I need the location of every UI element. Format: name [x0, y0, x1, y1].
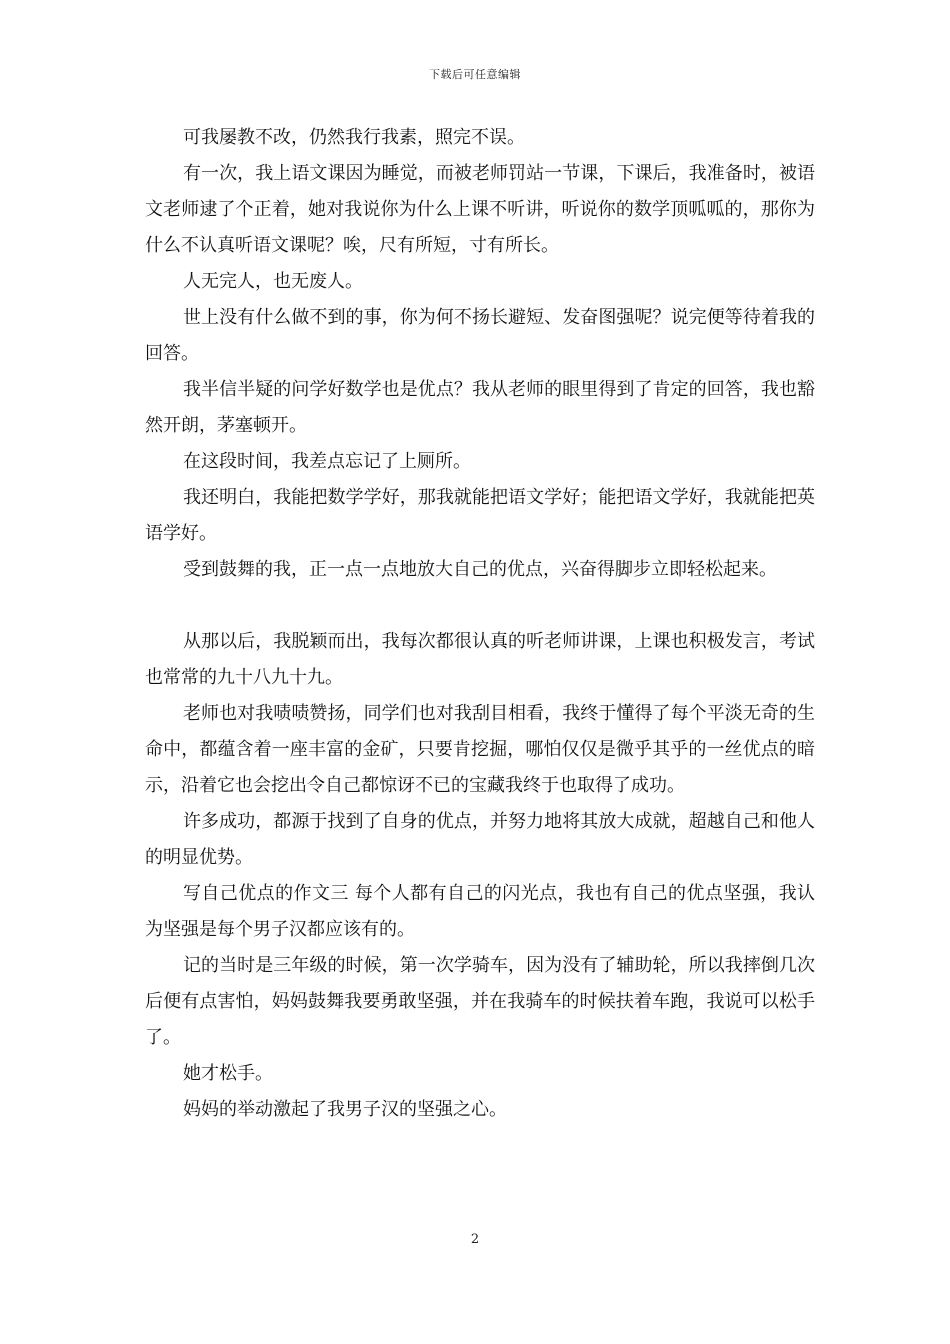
paragraph-8: 受到鼓舞的我，正一点一点地放大自己的优点，兴奋得脚步立即轻松起来。	[183, 559, 777, 580]
page-number: 2	[470, 1232, 480, 1247]
paragraph-6: 在这段时间，我差点忘记了上厕所。	[183, 451, 471, 472]
paragraph-4: 世上没有什么做不到的事，你为何不扬长避短、发奋图强呢？说完便等待着我的回答。	[145, 307, 815, 364]
paragraph-12: 写自己优点的作文三 每个人都有自己的闪光点，我也有自己的优点坚强，我认为坚强是每个男子汉都应该有的。	[145, 883, 815, 940]
paragraph-13: 记的当时是三年级的时候，第一次学骑车，因为没有了辅助轮，所以我摔倒几次后便有点害怕，妈妈鼓舞我要勇敢坚强，并在我骑车的时候扶着车跑，我说可以松手了。	[145, 955, 815, 1048]
paragraph-9: 从那以后，我脱颖而出，我每次都很认真的听老师讲课，上课也积极发言，考试也常常的九十八九十九。	[145, 631, 815, 688]
paragraph-14: 她才松手。	[183, 1063, 273, 1084]
paragraph-5: 我半信半疑的问学好数学也是优点？我从老师的眼里得到了肯定的回答，我也豁然开朗，茅塞顿开。	[145, 379, 815, 436]
paragraph-3: 人无完人，也无废人。	[183, 271, 363, 292]
paragraph-11: 许多成功，都源于找到了自身的优点，并努力地将其放大成就，超越自己和他人的明显优势。	[145, 811, 815, 868]
page-header: 下载后可任意编辑	[429, 68, 521, 81]
paragraph-2: 有一次，我上语文课因为睡觉，而被老师罚站一节课，下课后，我准备时，被语文老师逮了个正着，她对我说你为什么上课不听讲，听说你的数学顶呱呱的，那你为什么不认真听语文课呢？唉，尺有所短，寸有所长。	[145, 163, 815, 256]
paragraph-15: 妈妈的举动激起了我男子汉的坚强之心。	[183, 1099, 507, 1120]
paragraph-spacer	[145, 588, 815, 624]
paragraph-7: 我还明白，我能把数学学好，那我就能把语文学好；能把语文学好，我就能把英语学好。	[145, 487, 815, 544]
document-body	[145, 120, 815, 1128]
paragraph-1: 可我屡教不改，仍然我行我素，照完不误。	[183, 127, 525, 148]
paragraph-10: 老师也对我啧啧赞扬，同学们也对我刮目相看，我终于懂得了每个平淡无奇的生命中，都蕴含着一座丰富的金矿，只要肯挖掘，哪怕仅仅是微乎其乎的一丝优点的暗示，沿着它也会挖出令自己都惊讶不已的宝藏我终于也取得了成功。	[145, 703, 815, 796]
